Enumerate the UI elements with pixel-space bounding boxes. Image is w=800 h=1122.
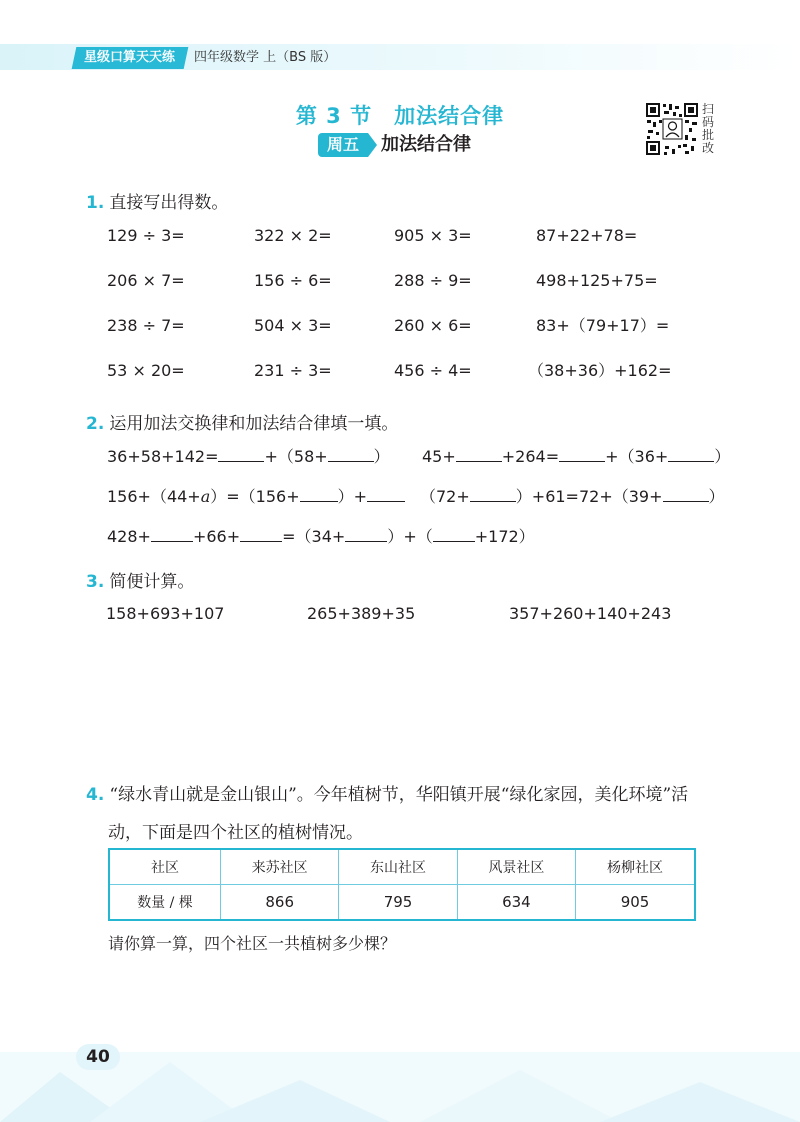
- q2-heading: [86, 409, 398, 434]
- expr-part: +264=: [501, 447, 560, 466]
- qr-label: 扫码批改: [702, 102, 715, 155]
- q1-expr: 156 ÷ 6=: [254, 271, 332, 290]
- expr-part: +172）: [474, 527, 535, 546]
- series-label: 星级口算天天练: [84, 50, 176, 65]
- q1-text: 直接写出得数。: [109, 193, 229, 213]
- table-cell: 905: [576, 885, 695, 921]
- table-header-cell: 来苏社区: [221, 849, 339, 885]
- q2-line1-right: [422, 447, 730, 467]
- q1-expr: 498+125+75=: [536, 271, 658, 290]
- q3-item: 357+260+140+243: [509, 604, 672, 623]
- q3-item: 265+389+35: [307, 604, 416, 623]
- q1-expr: 288 ÷ 9=: [394, 271, 472, 290]
- q4-question: 请你算一算，四个社区一共植树多少棵？: [108, 934, 397, 953]
- table-header-cell: 杨柳社区: [576, 849, 695, 885]
- table-row-label: 数量 / 棵: [109, 885, 221, 921]
- expr-part: ）: [373, 447, 390, 466]
- expr-part: ）=（156+: [210, 487, 300, 506]
- table-header-cell: 社区: [109, 849, 221, 885]
- q1-expr: 87+22+78=: [536, 226, 638, 245]
- q1-expr: 83+（79+17）=: [536, 316, 670, 335]
- expr-part: +66+: [192, 527, 241, 546]
- answer-blank[interactable]: [328, 447, 374, 462]
- q1-expr: 53 × 20=: [107, 361, 185, 380]
- q1-expr: 905 × 3=: [394, 226, 472, 245]
- expr-part: （72+: [420, 487, 470, 506]
- expr-part: 156+（44+: [107, 487, 201, 506]
- q2-text: 运用加法交换律和加法结合律填一填。: [109, 414, 399, 434]
- q3-heading: [86, 567, 194, 592]
- q1-expr: 238 ÷ 7=: [107, 316, 185, 335]
- table-cell: 795: [339, 885, 457, 921]
- q1-expr: 456 ÷ 4=: [394, 361, 472, 380]
- table-header-cell: 风景社区: [457, 849, 575, 885]
- answer-blank[interactable]: [345, 527, 387, 542]
- answer-blank[interactable]: [151, 527, 193, 542]
- table-header-cell: 东山社区: [339, 849, 457, 885]
- q4-heading: [86, 780, 688, 805]
- answer-blank[interactable]: [456, 447, 502, 462]
- q1-number: 1.: [86, 193, 105, 213]
- answer-blank[interactable]: [218, 447, 264, 462]
- section-title: 第 3 节 加法结合律: [295, 104, 505, 128]
- q1-expr: 206 × 7=: [107, 271, 185, 290]
- answer-blank[interactable]: [367, 487, 405, 502]
- q2-line3: [107, 527, 535, 547]
- book-info: 四年级数学 上（BS 版）: [194, 50, 337, 65]
- table-cell: 634: [457, 885, 575, 921]
- footer-decoration: [0, 1052, 800, 1122]
- q1-heading: [86, 188, 228, 213]
- expr-part: 428+: [107, 527, 151, 546]
- q1-expr: 231 ÷ 3=: [254, 361, 332, 380]
- q1-expr: （38+36）+162=: [528, 361, 672, 380]
- answer-blank[interactable]: [300, 487, 338, 502]
- q2-line2-left: [107, 487, 405, 507]
- q2-line2-right: [420, 487, 725, 507]
- expr-part: +（36+: [605, 447, 669, 466]
- expr-part: =（34+: [282, 527, 346, 546]
- q1-expr: 260 × 6=: [394, 316, 472, 335]
- qr-code-icon[interactable]: [645, 102, 699, 156]
- q4-text-line1: “绿水青山就是金山银山”。今年植树节，华阳镇开展“绿化家园，美化环境”活: [109, 785, 689, 805]
- expr-part: ）+61=72+（39+: [515, 487, 663, 506]
- expr-part: 45+: [422, 447, 456, 466]
- q2-line1-left: [107, 447, 390, 467]
- series-tag: [72, 47, 189, 69]
- q2-number: 2.: [86, 414, 105, 434]
- expr-part: ）+（: [387, 527, 433, 546]
- q1-expr: 129 ÷ 3=: [107, 226, 185, 245]
- day-title: 加法结合律: [381, 134, 471, 155]
- answer-blank[interactable]: [240, 527, 282, 542]
- tree-planting-table: [108, 848, 696, 921]
- answer-blank[interactable]: [470, 487, 516, 502]
- expr-part: ）: [714, 447, 731, 466]
- q3-number: 3.: [86, 572, 105, 592]
- expr-part: ）: [708, 487, 725, 506]
- table-row: [109, 885, 695, 921]
- page-number: 40: [76, 1044, 120, 1070]
- q3-text: 简便计算。: [109, 572, 195, 592]
- variable-a: a: [200, 487, 211, 506]
- q1-expr: 504 × 3=: [254, 316, 332, 335]
- day-badge: 周五: [318, 133, 368, 157]
- day-badge-arrow: [368, 133, 377, 157]
- table-header-row: [109, 849, 695, 885]
- q3-item: 158+693+107: [106, 604, 225, 623]
- q4-number: 4.: [86, 785, 105, 805]
- answer-blank[interactable]: [668, 447, 714, 462]
- answer-blank[interactable]: [433, 527, 475, 542]
- answer-blank[interactable]: [559, 447, 605, 462]
- table-cell: 866: [221, 885, 339, 921]
- expr-part: +（58+: [264, 447, 328, 466]
- q1-expr: 322 × 2=: [254, 226, 332, 245]
- expr-part: 36+58+142=: [107, 447, 219, 466]
- answer-blank[interactable]: [663, 487, 709, 502]
- expr-part: ）+: [337, 487, 368, 506]
- q4-text-line2: 动，下面是四个社区的植树情况。: [108, 823, 363, 843]
